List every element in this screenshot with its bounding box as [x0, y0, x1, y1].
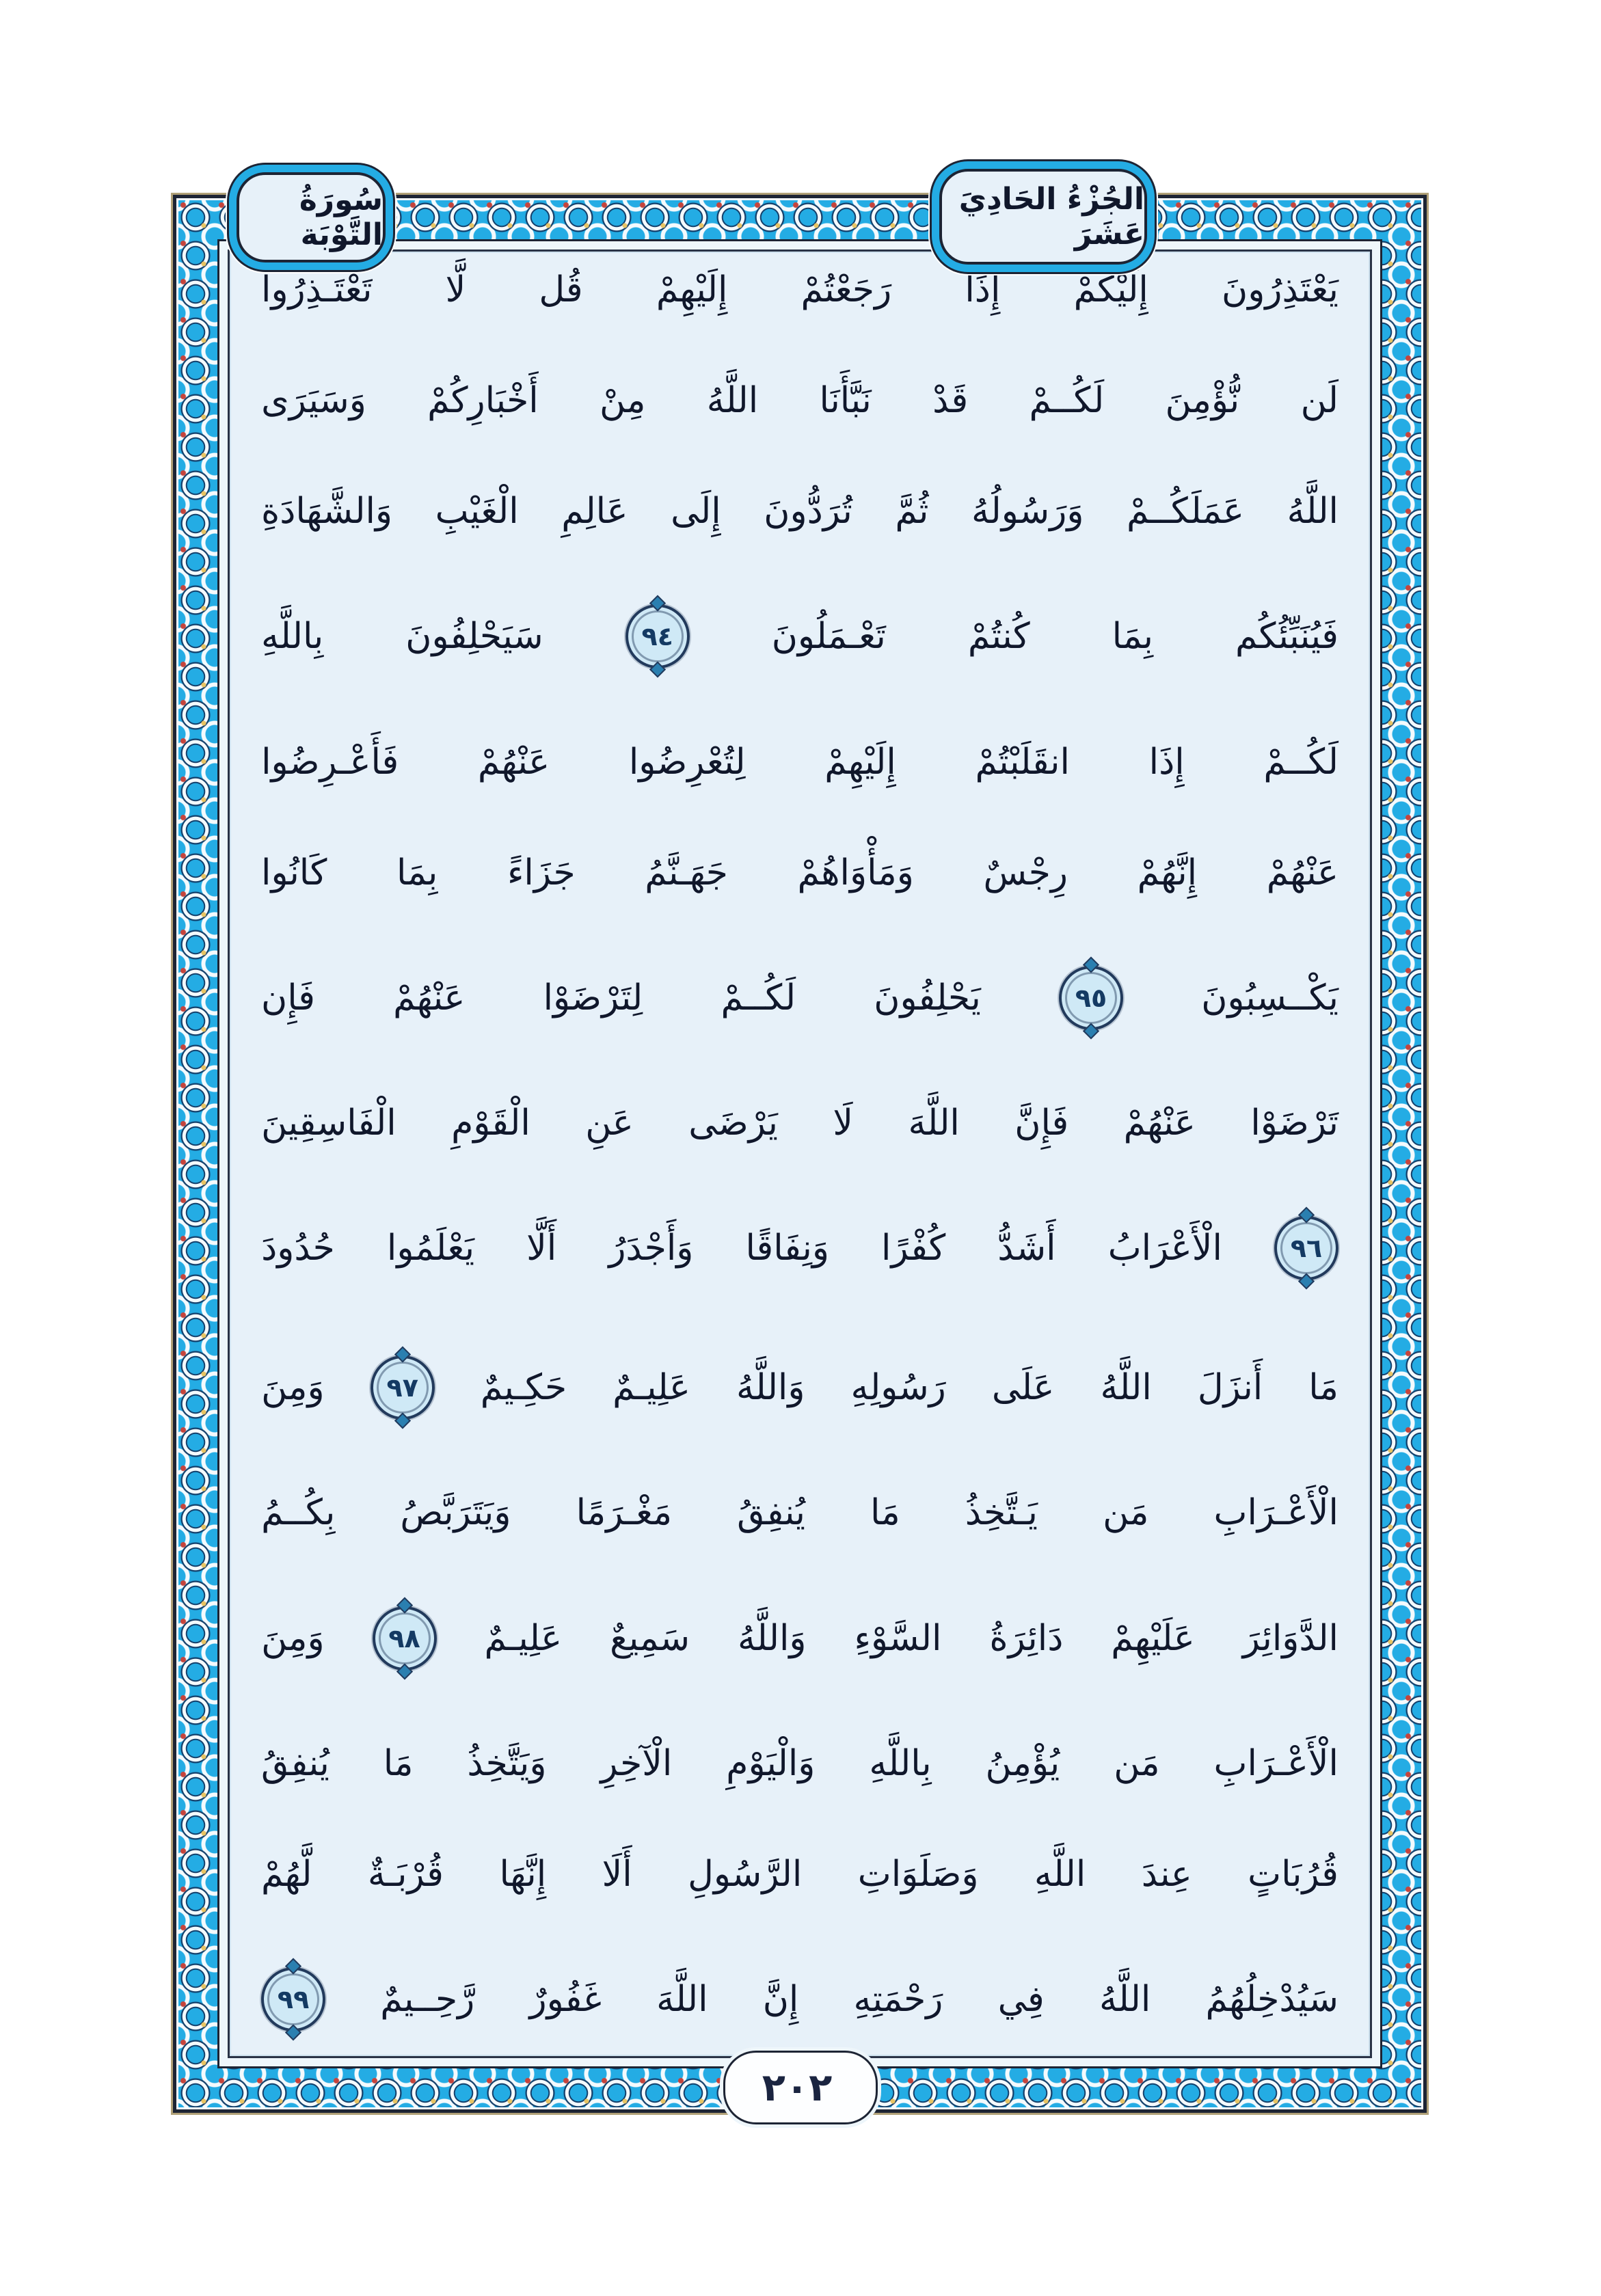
quran-word: اللَّهَ	[908, 1102, 960, 1144]
quran-word: عَلِيـمٌ	[484, 1617, 563, 1659]
quran-word: سَمِيعٌ	[610, 1617, 690, 1659]
quran-word: كُفْرًا	[881, 1228, 946, 1269]
quran-word: بِمَا	[1112, 616, 1154, 658]
quran-word: سَيَحْلِفُونَ	[405, 616, 543, 658]
quran-word: إِنَّهُمْ	[1137, 852, 1198, 893]
quran-line	[261, 1102, 1338, 1144]
quran-line	[261, 966, 1338, 1030]
quran-word: مَا	[383, 1742, 414, 1784]
quran-word: قُرُبَاتٍ	[1248, 1853, 1338, 1895]
quran-word: بِكُــمُ	[261, 1492, 336, 1534]
quran-line	[261, 604, 1338, 668]
ornamental-frame	[173, 195, 1427, 2113]
quran-word: وَرَسُولُهُ	[971, 491, 1084, 532]
quran-word: رِجْسٌ	[983, 852, 1068, 893]
quran-word: رَسُولِهِ	[850, 1367, 946, 1409]
quran-line	[261, 1355, 1338, 1420]
quran-word: لَّا	[445, 269, 466, 310]
quran-word: جَهَـنَّمُ	[645, 852, 728, 893]
quran-word: رَحْمَتِهِ	[853, 1978, 943, 2020]
quran-line	[261, 1216, 1338, 1280]
ayah-number: ٩٨	[388, 1623, 420, 1653]
ayah-number: ٩٤	[641, 621, 673, 652]
quran-word: فَإِن	[261, 977, 315, 1018]
quran-text-area	[228, 249, 1372, 2058]
quran-word: فِي	[997, 1978, 1045, 2020]
quran-word: وَمِنَ	[261, 1617, 325, 1659]
ayah-end-marker	[1274, 1216, 1338, 1280]
quran-word: فَيُنَبِّئُكُم	[1235, 616, 1338, 658]
ayah-end-marker	[625, 604, 690, 668]
quran-word: بِاللَّهِ	[261, 616, 324, 658]
quran-word: إِنَّهَا	[499, 1853, 547, 1895]
quran-word: اللَّهُ	[706, 380, 759, 422]
ayah-number: ٩٦	[1290, 1233, 1323, 1264]
quran-word: تَرْضَوْا	[1250, 1102, 1338, 1144]
quran-word: لَّهُمْ	[261, 1853, 312, 1895]
quran-line	[261, 380, 1338, 422]
quran-word: لَكُــمْ	[1029, 380, 1105, 422]
quran-word: حَكِـيمٌ	[480, 1367, 567, 1409]
quran-word: يَحْلِفُونَ	[874, 977, 981, 1018]
quran-word: جَزَاءً	[507, 852, 576, 893]
quran-line	[261, 1492, 1338, 1534]
quran-word: لِتَرْضَوْا	[543, 977, 643, 1018]
quran-word: لَكُــمْ	[1263, 741, 1338, 783]
quran-word: فَإِنَّ	[1014, 1102, 1069, 1144]
quran-word: تُرَدُّونَ	[764, 491, 852, 532]
quran-word: أَلَّا	[526, 1228, 557, 1269]
quran-word: وَمِنَ	[261, 1367, 325, 1409]
quran-word: الرَّسُولِ	[688, 1853, 803, 1895]
quran-word: الْأَعْـرَابِ	[1213, 1492, 1338, 1534]
quran-word: إِنَّ	[762, 1978, 799, 2020]
quran-word: كَانُوا	[261, 852, 327, 893]
quran-word: غَفُورٌ	[529, 1978, 602, 2020]
quran-word: وَالشَّهَادَةِ	[261, 491, 393, 532]
quran-word: يُنفِقُ	[261, 1742, 329, 1784]
quran-word: وَيَتَّخِذُ	[467, 1742, 547, 1784]
quran-word: يَعْلَمُوا	[386, 1228, 475, 1269]
quran-word: مَا	[870, 1492, 900, 1534]
page-number: ٢٠٢	[762, 2065, 833, 2110]
quran-word: أَشَدُّ	[997, 1228, 1056, 1269]
quran-word: إِلَيْهِمْ	[656, 269, 728, 310]
quran-line	[261, 1742, 1338, 1784]
frame-inner-gap	[217, 239, 1382, 2068]
surah-name-label: سُورَةُ التَّوْبَة	[299, 183, 383, 252]
quran-word: أَلَا	[602, 1853, 632, 1895]
quran-word: اللَّهِ	[1034, 1853, 1086, 1895]
quran-word: اللَّهُ	[1100, 1367, 1152, 1409]
quran-word: عَنْهُمْ	[477, 741, 550, 783]
page-number-tab	[723, 2051, 878, 2124]
quran-word: عَنْهُمْ	[393, 977, 466, 1018]
quran-word: اللَّهُ	[1287, 491, 1338, 532]
quran-word: لَكُــمْ	[721, 977, 796, 1018]
quran-line	[261, 852, 1338, 893]
quran-word: الْآخِرِ	[600, 1742, 673, 1784]
quran-line	[261, 491, 1338, 532]
quran-word: مَن	[1103, 1492, 1149, 1534]
ayah-end-marker	[371, 1355, 435, 1420]
quran-word: يَـتَّخِذُ	[965, 1492, 1038, 1534]
quran-word: الْقَوْمِ	[451, 1102, 530, 1144]
quran-word: قُل	[539, 269, 583, 310]
quran-word: نُّؤْمِنَ	[1165, 380, 1240, 422]
quran-word: وَمَأْوَاهُمْ	[797, 852, 914, 893]
quran-word: لَن	[1300, 380, 1338, 422]
ayah-number: ٩٧	[386, 1373, 418, 1403]
quran-word: وَنِفَاقًا	[745, 1228, 829, 1269]
quran-word: يَرْضَى	[688, 1102, 778, 1144]
quran-word: عَلَيْهِمْ	[1111, 1617, 1195, 1659]
quran-word: سَيُدْخِلُهُمُ	[1205, 1978, 1338, 2020]
quran-word: ثُمَّ	[895, 491, 929, 532]
quran-word: يَكْــسِبُونَ	[1201, 977, 1338, 1018]
quran-word: يُؤْمِنُ	[985, 1742, 1060, 1784]
quran-word: مَغْـرَمًا	[576, 1492, 673, 1534]
quran-word: قَدْ	[932, 380, 969, 422]
quran-word: وَأَجْدَرُ	[608, 1228, 694, 1269]
quran-word: لِتُعْرِضُوا	[628, 741, 746, 783]
juz-name-tab	[939, 169, 1147, 265]
quran-word: أَنزَلَ	[1197, 1367, 1263, 1409]
quran-word: عَنْهُمْ	[1123, 1102, 1196, 1144]
quran-word: إِذَا	[1148, 741, 1185, 783]
quran-word: وَيَتَرَبَّصُ	[400, 1492, 511, 1534]
quran-word: لَا	[833, 1102, 854, 1144]
quran-word: قُرْبَـةٌ	[367, 1853, 444, 1895]
quran-word: عَنْهُمْ	[1266, 852, 1338, 893]
ayah-end-marker	[1059, 966, 1123, 1030]
quran-word: مَن	[1114, 1742, 1160, 1784]
ayah-number: ٩٩	[277, 1984, 310, 2014]
ayah-number: ٩٥	[1075, 982, 1107, 1013]
quran-word: الْفَاسِقِينَ	[261, 1102, 396, 1144]
quran-word: عَمَلَكُــمْ	[1126, 491, 1245, 532]
quran-line	[261, 269, 1338, 310]
quran-word: وَاللَّهُ	[738, 1617, 807, 1659]
quran-word: وَسَيَرَى	[261, 380, 366, 422]
quran-word: إِلَيْهِمْ	[824, 741, 896, 783]
quran-word: الْأَعْـرَابِ	[1213, 1742, 1338, 1784]
quran-word: عَنِ	[585, 1102, 634, 1144]
quran-word: إِذَا	[965, 269, 1001, 310]
quran-word: بِاللَّهِ	[869, 1742, 932, 1784]
quran-line	[261, 1606, 1338, 1671]
quran-word: رَجَعْتُمْ	[801, 269, 892, 310]
quran-word: وَاللَّهُ	[736, 1367, 805, 1409]
quran-word: السَّوْءِ	[854, 1617, 942, 1659]
quran-line	[261, 1853, 1338, 1895]
quran-word: انقَلَبْتُمْ	[975, 741, 1070, 783]
quran-word: إِلَى	[671, 491, 721, 532]
quran-word: وَصَلَوَاتِ	[857, 1853, 979, 1895]
quran-word: تَعْـمَلُونَ	[771, 616, 886, 658]
quran-word: بِمَا	[396, 852, 438, 893]
quran-word: عِندَ	[1141, 1853, 1192, 1895]
quran-word: إِلَيْكُمْ	[1073, 269, 1148, 310]
quran-word: الدَّوَائِرَ	[1242, 1617, 1338, 1659]
quran-word: عَلِيـمٌ	[613, 1367, 690, 1409]
quran-word: كُنتُمْ	[967, 616, 1030, 658]
quran-word: مِنْ	[600, 380, 646, 422]
quran-word: مَا	[1308, 1367, 1338, 1409]
quran-word: اللَّهَ	[656, 1978, 708, 2020]
quran-word: وَالْيَوْمِ	[726, 1742, 816, 1784]
quran-word: عَلَى	[991, 1367, 1055, 1409]
quran-word: تَعْتَـذِرُوا	[261, 269, 373, 310]
quran-word: نَبَّأَنَا	[819, 380, 872, 422]
quran-word: دَائِرَةُ	[989, 1617, 1064, 1659]
quran-word: يُنفِقُ	[737, 1492, 805, 1534]
quran-word: حُدُودَ	[261, 1228, 335, 1269]
quran-word: يَعْتَذِرُونَ	[1222, 269, 1338, 310]
quran-line	[261, 741, 1338, 783]
surah-name-tab	[237, 172, 386, 262]
ayah-end-marker	[373, 1606, 437, 1671]
quran-line	[261, 1967, 1338, 2031]
quran-word: عَالِمِ	[561, 491, 628, 532]
quran-word: رَّحِــيمٌ	[380, 1978, 475, 2020]
quran-word: اللَّهُ	[1099, 1978, 1151, 2020]
quran-word: الْأَعْرَابُ	[1107, 1228, 1222, 1269]
juz-name-label: الجُزْءُ الحَادِيَ عَشَرَ	[958, 182, 1144, 252]
quran-word: فَأَعْـرِضُوا	[261, 741, 399, 783]
quran-word: الْغَيْبِ	[435, 491, 519, 532]
ayah-end-marker	[261, 1967, 325, 2031]
quran-word: أَخْبَارِكُمْ	[427, 380, 539, 422]
